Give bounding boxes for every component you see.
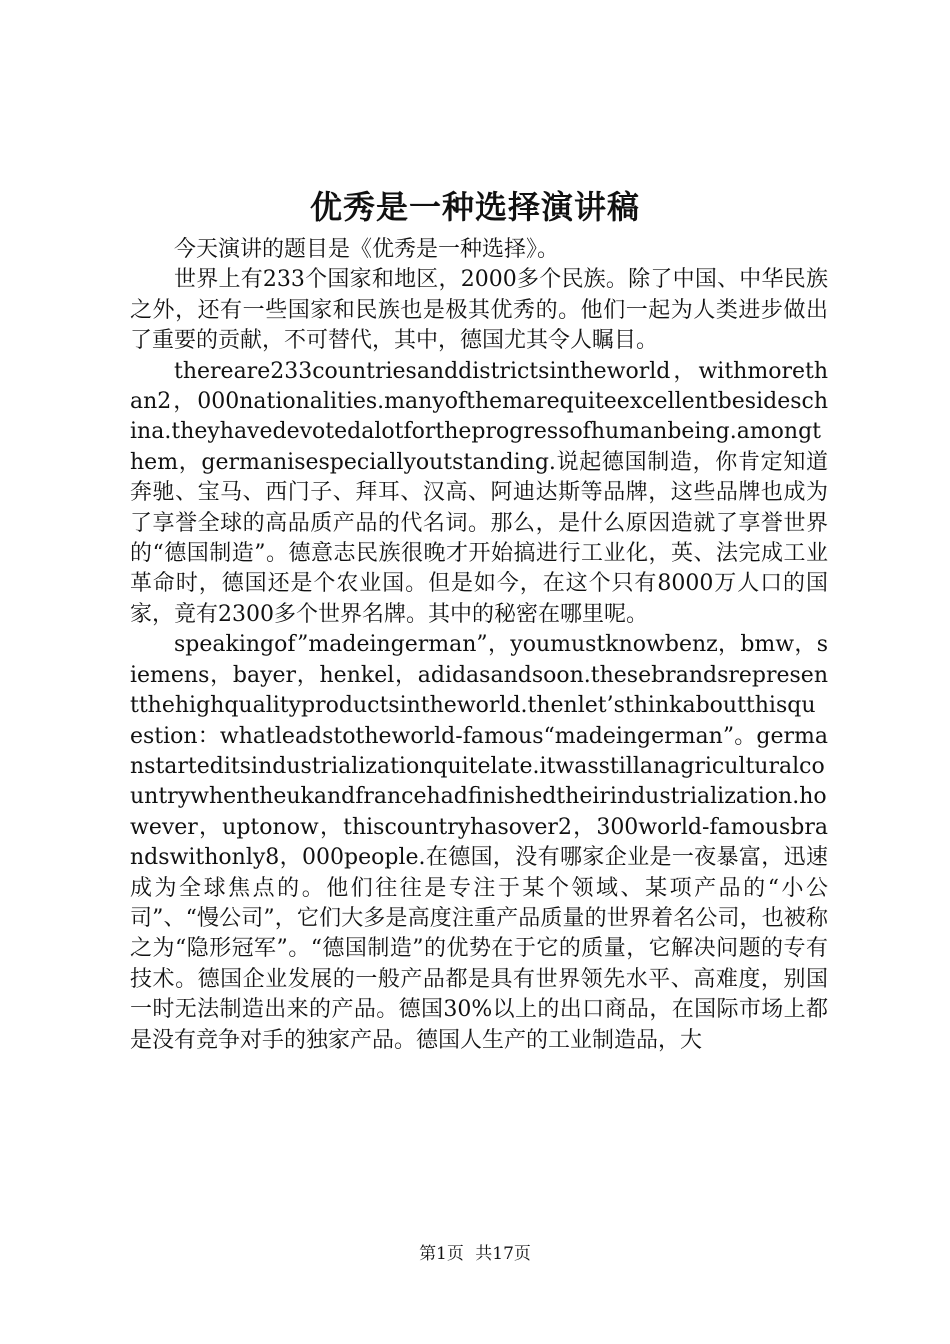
paragraph-countries-en: thereare233countriesanddistrictsintheworld，withmorethan2，000nationalities.manyofthemarequiteexcellentbesideschina.theyhavedevotedalotfortheprogressofhumanbeing.amongthem，germanisespeciallyoutstanding.说起德国制造，你肯定知道奔驰、宝马、西门子、拜耳、汉高、阿迪达斯等品牌，这些品牌也成为了享誉全球的高品质产品的代名词。那么，是什么原因造就了享誉世界的“德国制造”。德意志民族很晚才开始搞进行工业化，英、法完成工业革命时，德国还是个农业国。但是如今，在这个只有8000万人口的国家，竟有2300多个世界名牌。其中的秘密在哪里呢。 [130, 358, 828, 627]
page-number-total: 共17页 [475, 1244, 531, 1264]
document-body [130, 235, 828, 1056]
page-number-current: 第1页 [419, 1244, 464, 1264]
paragraph-made-in-german: speakingof”madeingerman”，youmustknowbenz，bmw，siemens，bayer，henkel，adidasandsoon.thesebrandsrepresentthehighqualityproductsintheworld.thenlet’sthinkaboutthisquestion：whatleadstotheworld-famous“madeingerman”。germanstarteditsindustrializationquitelate.itwasstillanagriculturalcountrywhentheukandfrancehadfinishedtheirindustrialization.however，uptonow，thiscountryhasover2，300world-famousbrandswithonly8，000people.在德国，没有哪家企业是一夜暴富，迅速成为全球焦点的。他们往往是专注于某个领域、某项产品的“小公司”、“慢公司”，它们大多是高度注重产品质量的世界着名公司，也被称之为“隐形冠军”。“德国制造”的优势在于它的质量，它解决问题的专有技术。德国企业发展的一般产品都是具有世界领先水平、高难度，别国一时无法制造出来的产品。德国30%以上的出口商品，在国际市场上都是没有竞争对手的独家产品。德国人生产的工业制造品，大 [130, 632, 828, 1053]
paragraph-intro: 今天演讲的题目是《优秀是一种选择》。 [174, 237, 560, 262]
page-footer [0, 1242, 950, 1266]
paragraph-countries-cn: 世界上有233个国家和地区，2000多个民族。除了中国、中华民族之外，还有一些国家和民族也是极其优秀的。他们一起为人类进步做出了重要的贡献，不可替代，其中，德国尤其令人瞩目。 [130, 267, 828, 354]
document-title: 优秀是一种选择演讲稿 [309, 188, 640, 226]
